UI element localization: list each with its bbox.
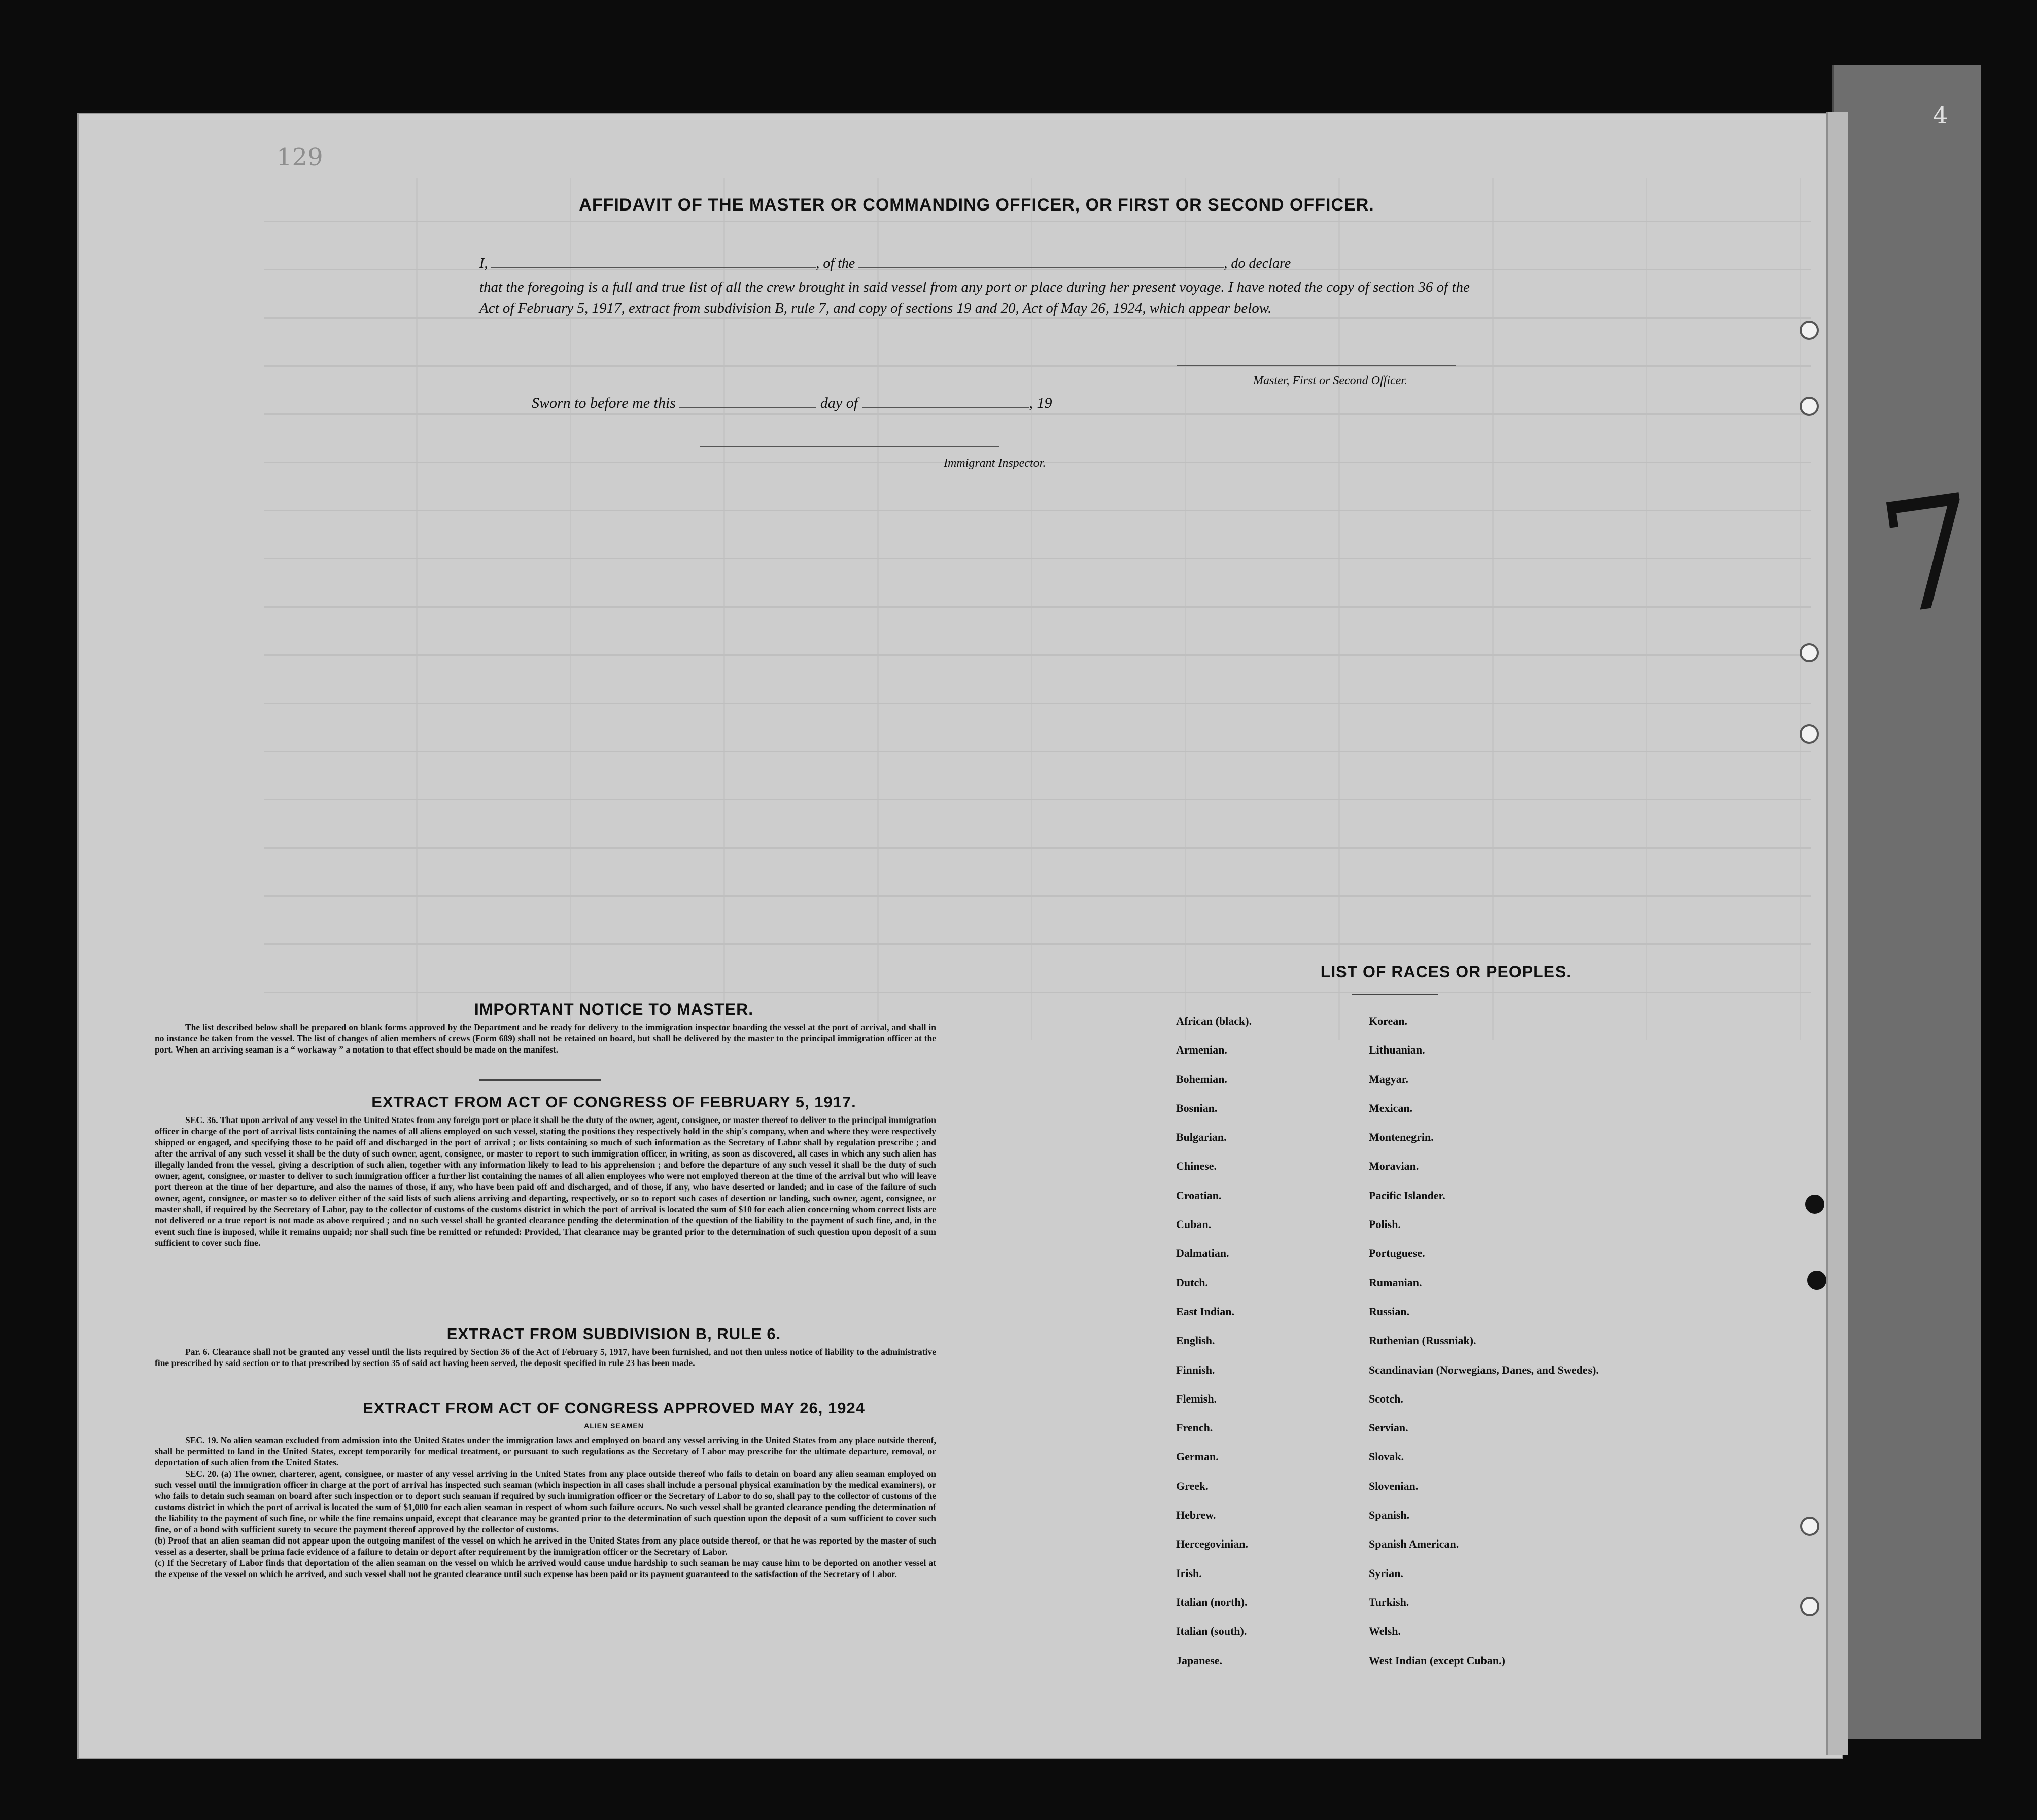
extract-rule6-title: EXTRACT FROM SUBDIVISION B, RULE 6. bbox=[446, 1325, 781, 1343]
section-20c-text: (c) If the Secretary of Labor finds that deportation of the alien seaman on the vessel on which he arrived would cause undue hardship to such seaman he may cause him to be deported on another vessel at the expense of the vessel on which he arrived, and such vessel shall not be granted clearance until such expense has been paid or its payment guaranteed to the satisfaction of the Secretary of Labor. bbox=[155, 1558, 936, 1579]
of-the-label: , of the bbox=[816, 256, 855, 271]
races-list-left bbox=[1176, 1014, 1252, 1683]
list-item: Hebrew. bbox=[1176, 1509, 1216, 1522]
do-declare-label: , do declare bbox=[1224, 256, 1291, 271]
list-item: Slovenian. bbox=[1369, 1479, 1419, 1492]
sworn-day-of: day of bbox=[820, 395, 858, 411]
list-item: Rumanian. bbox=[1369, 1276, 1422, 1289]
sworn-year: , 19 bbox=[1029, 395, 1052, 411]
list-item: Russian. bbox=[1369, 1305, 1410, 1318]
list-item: Turkish. bbox=[1369, 1595, 1409, 1608]
sworn-line bbox=[532, 395, 1052, 412]
list-item: Chinese. bbox=[1176, 1160, 1217, 1173]
page-number: 4 bbox=[1933, 101, 1948, 129]
list-item: Scotch. bbox=[1369, 1392, 1403, 1405]
punch-hole bbox=[1800, 397, 1819, 416]
list-item: Polish. bbox=[1369, 1218, 1401, 1231]
affidavit-title: AFFIDAVIT OF THE MASTER OR COMMANDING OFFICER, OR FIRST OR SECOND OFFICER. bbox=[579, 195, 1374, 215]
punch-hole bbox=[1800, 643, 1819, 662]
divider bbox=[1352, 994, 1438, 995]
list-item: Pacific Islander. bbox=[1369, 1188, 1445, 1202]
list-item: Portuguese. bbox=[1369, 1247, 1425, 1260]
list-item: Servian. bbox=[1369, 1421, 1408, 1434]
punch-hole bbox=[1800, 321, 1819, 340]
list-item: East Indian. bbox=[1176, 1305, 1234, 1318]
list-item: Hercegovinian. bbox=[1176, 1537, 1248, 1551]
handwritten-number: 7 bbox=[1869, 461, 1990, 650]
list-item: Bulgarian. bbox=[1176, 1131, 1227, 1144]
notice-text-body: The list described below shall be prepared on blank forms approved by the Department and be ready for delivery to the immigration inspector boarding the vessel at the port of arrival, and shall in no instance be taken from the vessel. The list of changes of alien members of crews (Form 689) shall not be retained on board, but shall be delivered by the master to the principal immigration officer at the port. When an arriving seaman is a “ workaway ” a notation to that effect should be made on the manifest. bbox=[155, 1022, 936, 1055]
back-sheet bbox=[1832, 65, 1981, 1739]
list-item: Finnish. bbox=[1176, 1363, 1215, 1376]
list-item: Dalmatian. bbox=[1176, 1247, 1229, 1260]
list-item: Welsh. bbox=[1369, 1625, 1401, 1638]
list-item: African (black). bbox=[1176, 1014, 1252, 1027]
list-item: Dutch. bbox=[1176, 1276, 1208, 1289]
punch-hole bbox=[1800, 1517, 1819, 1536]
notice-title: IMPORTANT NOTICE TO MASTER. bbox=[474, 1000, 754, 1019]
declarant-name-blank bbox=[491, 255, 816, 268]
affidavit-declaration-line bbox=[479, 255, 1291, 272]
inspector-signature-line bbox=[700, 446, 999, 447]
list-item: Mexican. bbox=[1369, 1101, 1413, 1114]
list-item: Cuban. bbox=[1176, 1218, 1212, 1231]
list-item: Bohemian. bbox=[1176, 1072, 1227, 1086]
extract-1917-title: EXTRACT FROM ACT OF CONGRESS OF FEBRUARY 5, 1917. bbox=[371, 1093, 856, 1111]
extract-rule6-text bbox=[155, 1346, 936, 1369]
list-item: Armenian. bbox=[1176, 1043, 1227, 1057]
signature-line bbox=[1177, 365, 1456, 366]
extract-1917-body: SEC. 36. That upon arrival of any vessel in the United States from any foreign port or place it shall be the duty of the owner, agent, consignee, or master thereof to deliver to the principal immigration officer in charge of the port of arrival lists containing the names of all aliens employed on such vessel, stating the positions they respectively hold in the ship's company, when and where they were respectively shipped or engaged, and specifying those to be paid off and discharged in the port of arrival ; or lists containing so much of such information as the Secretary of Labor shall by regulation prescribe ; and after the arrival of any such vessel it shall be the duty of such owner, agent, consignee, or master to report to such immigration officer, in writing, as soon as discovered, all cases in which any such alien has illegally landed from the vessel, giving a description of such alien, together with any information likely to lead to his apprehension ; and before the departure of any such vessel it shall be the duty of such owner, agent, consignee, or master to deliver to such immigration officer a further list containing the names of all alien employees who were not employed thereon at the time of the arrival but who will leave port thereon at the time of her departure, and also the names of those, if any, who have been paid off and discharged, and of those, if any, who have deserted or landed; and in case of the failure of such owner, agent, consignee, or master so to deliver either of the said lists of such aliens arriving and departing, respectively, or so to report such cases of desertion or landing, such owner, agent, consignee, or master shall, if required by the Secretary of Labor, pay to the collector of customs of the customs district in which the port of arrival is located the sum of $10 for each alien concerning whom correct lists are not delivered or a true report is not made as above required ; and no such vessel shall be granted clearance pending the determination of the question of the liability to the payment of such fine, and, in the event such fine is imposed, while it remains unpaid; nor shall such fine be remitted or refunded: Provided, That clearance may be granted prior to the determination of such question upon deposit of a sum sufficient to cover such fine. bbox=[155, 1115, 936, 1248]
extract-1917-text bbox=[155, 1114, 936, 1248]
section-20b-text: (b) Proof that an alien seaman did not appear upon the outgoing manifest of the vessel on which he arrived in the United States from any place outside thereof, or that he was reported by the master of such vessel as a deserter, shall be prima facie evidence of a failure to detain or deport after requirement by the immigration officer or the Secretary of Labor. bbox=[155, 1535, 936, 1557]
extract-1924-subtitle: ALIEN SEAMEN bbox=[584, 1422, 644, 1430]
declarant-prefix: I, bbox=[479, 256, 488, 271]
list-item: Greek. bbox=[1176, 1479, 1209, 1492]
list-item: Spanish American. bbox=[1369, 1537, 1459, 1551]
punch-hole bbox=[1800, 1597, 1819, 1616]
list-item: Japanese. bbox=[1176, 1654, 1223, 1667]
list-item: Moravian. bbox=[1369, 1160, 1419, 1173]
list-item: Bosnian. bbox=[1176, 1101, 1218, 1114]
list-item: Spanish. bbox=[1369, 1509, 1410, 1522]
section-20a-text: SEC. 20. (a) The owner, charterer, agent, consignee, or master of any vessel arriving in the United States from any place outside thereof who fails to detain on board any alien seaman employed on such vessel until the immigration officer in charge at the port of arrival has inspected such seaman (which inspection in all cases shall include a personal physical examination by the medical examiners), or who fails to detain such seaman on board after such inspection or to deport such seaman if required by such immigration officer or the Secretary of Labor to do so, shall pay to the collector of customs of the customs district in which the port of arrival is located the sum of $1,000 for each alien seaman in respect of whom such failure occurs. No such vessel shall be granted clearance pending the determination of the liability to the payment of such fine, or while the fine remains unpaid, except that clearance may be granted prior to the determination of such question upon the deposit of a sum sufficient to cover such fine, or of a bond with sufficient surety to secure the payment thereof approved by the collector of customs. bbox=[155, 1468, 936, 1534]
list-item: Slovak. bbox=[1369, 1450, 1404, 1463]
list-item: French. bbox=[1176, 1421, 1213, 1434]
list-item: Lithuanian. bbox=[1369, 1043, 1425, 1057]
inspector-label: Immigrant Inspector. bbox=[944, 457, 1046, 470]
extract-1924-text bbox=[155, 1434, 936, 1580]
list-item: Syrian. bbox=[1369, 1566, 1403, 1580]
list-item: Magyar. bbox=[1369, 1072, 1409, 1086]
section-19-text: SEC. 19. No alien seaman excluded from admission into the United States under the immigration laws and employed on board any vessel arriving in the United States from any place outside thereof, shall be permitted to land in the United States, except temporarily for medical treatment, or pursuant to such regulations as the Secretary of Labor may prescribe for the ultimate departure, removal, or deportation of such alien from the United States. bbox=[155, 1435, 936, 1467]
list-item: West Indian (except Cuban.) bbox=[1369, 1654, 1505, 1667]
list-item: Scandinavian (Norwegians, Danes, and Swedes). bbox=[1369, 1363, 1599, 1376]
list-item: Ruthenian (Russniak). bbox=[1369, 1334, 1476, 1347]
list-item: Korean. bbox=[1369, 1014, 1407, 1027]
extract-rule6-body: Par. 6. Clearance shall not be granted any vessel until the lists required by Section 36 of the Act of February 5, 1917, have been furnished, and not then unless notice of liability to the administrative fine prescribed by said section or to that prescribed by section 35 of said act having been served, the deposit specified in rule 23 has been made. bbox=[155, 1347, 936, 1368]
list-item: German. bbox=[1176, 1450, 1219, 1463]
signature-label: Master, First or Second Officer. bbox=[1253, 374, 1407, 388]
list-item: Irish. bbox=[1176, 1566, 1202, 1580]
list-item: Montenegrin. bbox=[1369, 1131, 1434, 1144]
stamp-number: 129 bbox=[277, 143, 323, 171]
affidavit-statement: that the foregoing is a full and true list of all the crew brought in said vessel from any port or place during her present voyage. I have noted the copy of section 36 of the Act of February 5, 1917, extract from subdivision B, rule 7, and copy of sections 19 and 20, Act of May 26, 1924, which appear below. bbox=[479, 279, 1470, 317]
races-title: LIST OF RACES OR PEOPLES. bbox=[1320, 963, 1572, 981]
punch-hole bbox=[1807, 1271, 1826, 1290]
notice-text bbox=[155, 1022, 936, 1055]
page-edge bbox=[1826, 112, 1848, 1755]
list-item: Flemish. bbox=[1176, 1392, 1217, 1405]
extract-1924-title: EXTRACT FROM ACT OF CONGRESS APPROVED MAY 26, 1924 bbox=[363, 1399, 865, 1417]
sworn-month-blank bbox=[862, 395, 1029, 408]
punch-hole bbox=[1800, 724, 1819, 744]
sworn-prefix: Sworn to before me this bbox=[532, 395, 676, 411]
list-item: Italian (north). bbox=[1176, 1595, 1248, 1608]
races-list-right bbox=[1369, 1014, 1612, 1683]
vessel-name-blank bbox=[858, 255, 1224, 268]
sworn-day-blank bbox=[679, 395, 816, 408]
divider bbox=[479, 1079, 601, 1081]
list-item: English. bbox=[1176, 1334, 1215, 1347]
list-item: Italian (south). bbox=[1176, 1625, 1247, 1638]
list-item: Croatian. bbox=[1176, 1188, 1222, 1202]
punch-hole bbox=[1805, 1195, 1824, 1214]
